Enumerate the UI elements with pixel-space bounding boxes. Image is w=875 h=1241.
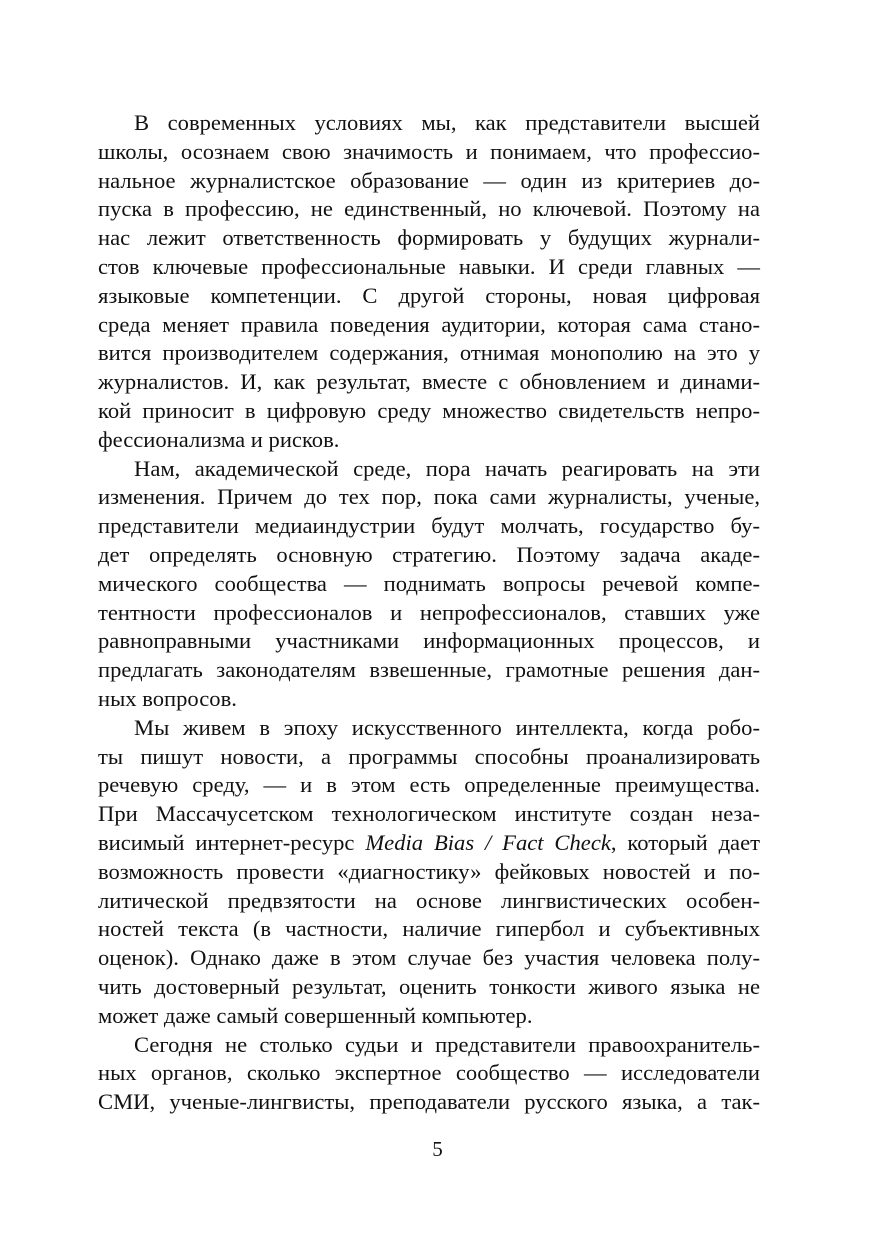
- text-line: представители медиаиндустрии будут молчать, государство бу-: [98, 513, 760, 539]
- page-number: 5: [432, 1137, 443, 1161]
- body-text: [98, 109, 760, 1117]
- text-line: Нам, академической среде, пора начать реагировать на эти: [134, 455, 760, 481]
- text-line: может даже самый совершенный компьютер.: [98, 1002, 533, 1028]
- text-line: пуска в профессию, не единственный, но ключевой. Поэтому на: [98, 196, 760, 222]
- text-line: среда меняет правила поведения аудитории, которая сама стано-: [98, 311, 760, 337]
- text-line: журналистов. И, как результат, вместе с обновлением и динами-: [98, 369, 760, 395]
- text-line: равноправными участниками информационных процессов, и: [98, 628, 760, 654]
- text-line: Сегодня не столько судьи и представители правоохранитель-: [134, 1031, 760, 1057]
- text-line: вится производителем содержания, отнимая монополию на это у: [98, 340, 760, 366]
- text-segment: висимый интернет-ресурс: [98, 829, 366, 855]
- text-line: речевую среду, — и в этом есть определенные преимущества.: [98, 772, 760, 798]
- text-line-with-italic: [98, 829, 760, 858]
- text-line: ных вопросов.: [98, 685, 237, 711]
- paragraph-2: [98, 455, 760, 714]
- text-line: ных органов, сколько экспертное сообщество — исследователи: [98, 1060, 760, 1086]
- text-line: ты пишут новости, а программы способны проанализировать: [98, 743, 760, 769]
- paragraph-1: [98, 109, 760, 455]
- text-line: ностей текста (в частности, наличие гипербол и субъективных: [98, 916, 760, 942]
- text-segment: , который дает: [610, 829, 760, 855]
- text-line: стов ключевые профессиональные навыки. И среди главных —: [98, 253, 760, 279]
- text-line: мического сообщества — поднимать вопросы речевой компе-: [98, 570, 760, 596]
- text-line: изменения. Причем до тех пор, пока сами журналисты, ученые,: [98, 484, 760, 510]
- text-line: нальное журналистское образование — один из критериев до-: [98, 167, 760, 193]
- text-line: предлагать законодателям взвешенные, грамотные решения дан-: [98, 657, 760, 683]
- text-line: нас лежит ответственность формировать у будущих журнали-: [98, 225, 760, 251]
- text-line: фессионализма и рисков.: [98, 426, 340, 452]
- paragraph-3: [98, 714, 760, 1031]
- text-line: В современных условиях мы, как представители высшей: [134, 110, 760, 135]
- paragraph-4: [98, 1031, 760, 1117]
- text-line: чить достоверный результат, оценить тонкости живого языка не: [98, 973, 760, 999]
- text-line: Мы живем в эпоху искусственного интеллекта, когда робо-: [134, 714, 760, 740]
- text-line: При Массачусетском технологическом институте создан неза-: [98, 801, 760, 827]
- text-line: возможность провести «диагностику» фейковых новостей и по-: [98, 858, 760, 884]
- text-line: дет определять основную стратегию. Поэтому задача акаде-: [98, 541, 760, 567]
- text-line: языковые компетенции. С другой стороны, новая цифровая: [98, 282, 760, 308]
- text-line: литической предвзятости на основе лингвистических особен-: [98, 887, 760, 913]
- text-line: школы, осознаем свою значимость и понимаем, что профессио-: [98, 138, 760, 164]
- text-line: СМИ, ученые-лингвисты, преподаватели русского языка, а так-: [98, 1089, 760, 1115]
- text-line: кой приносит в цифровую среду множество свидетельств непро-: [98, 397, 760, 423]
- text-line: тентности профессионалов и непрофессионалов, ставших уже: [98, 599, 760, 625]
- italic-resource-name: Media Bias / Fact Check: [365, 829, 611, 855]
- text-line: оценок). Однако даже в этом случае без участия человека полу-: [98, 945, 760, 971]
